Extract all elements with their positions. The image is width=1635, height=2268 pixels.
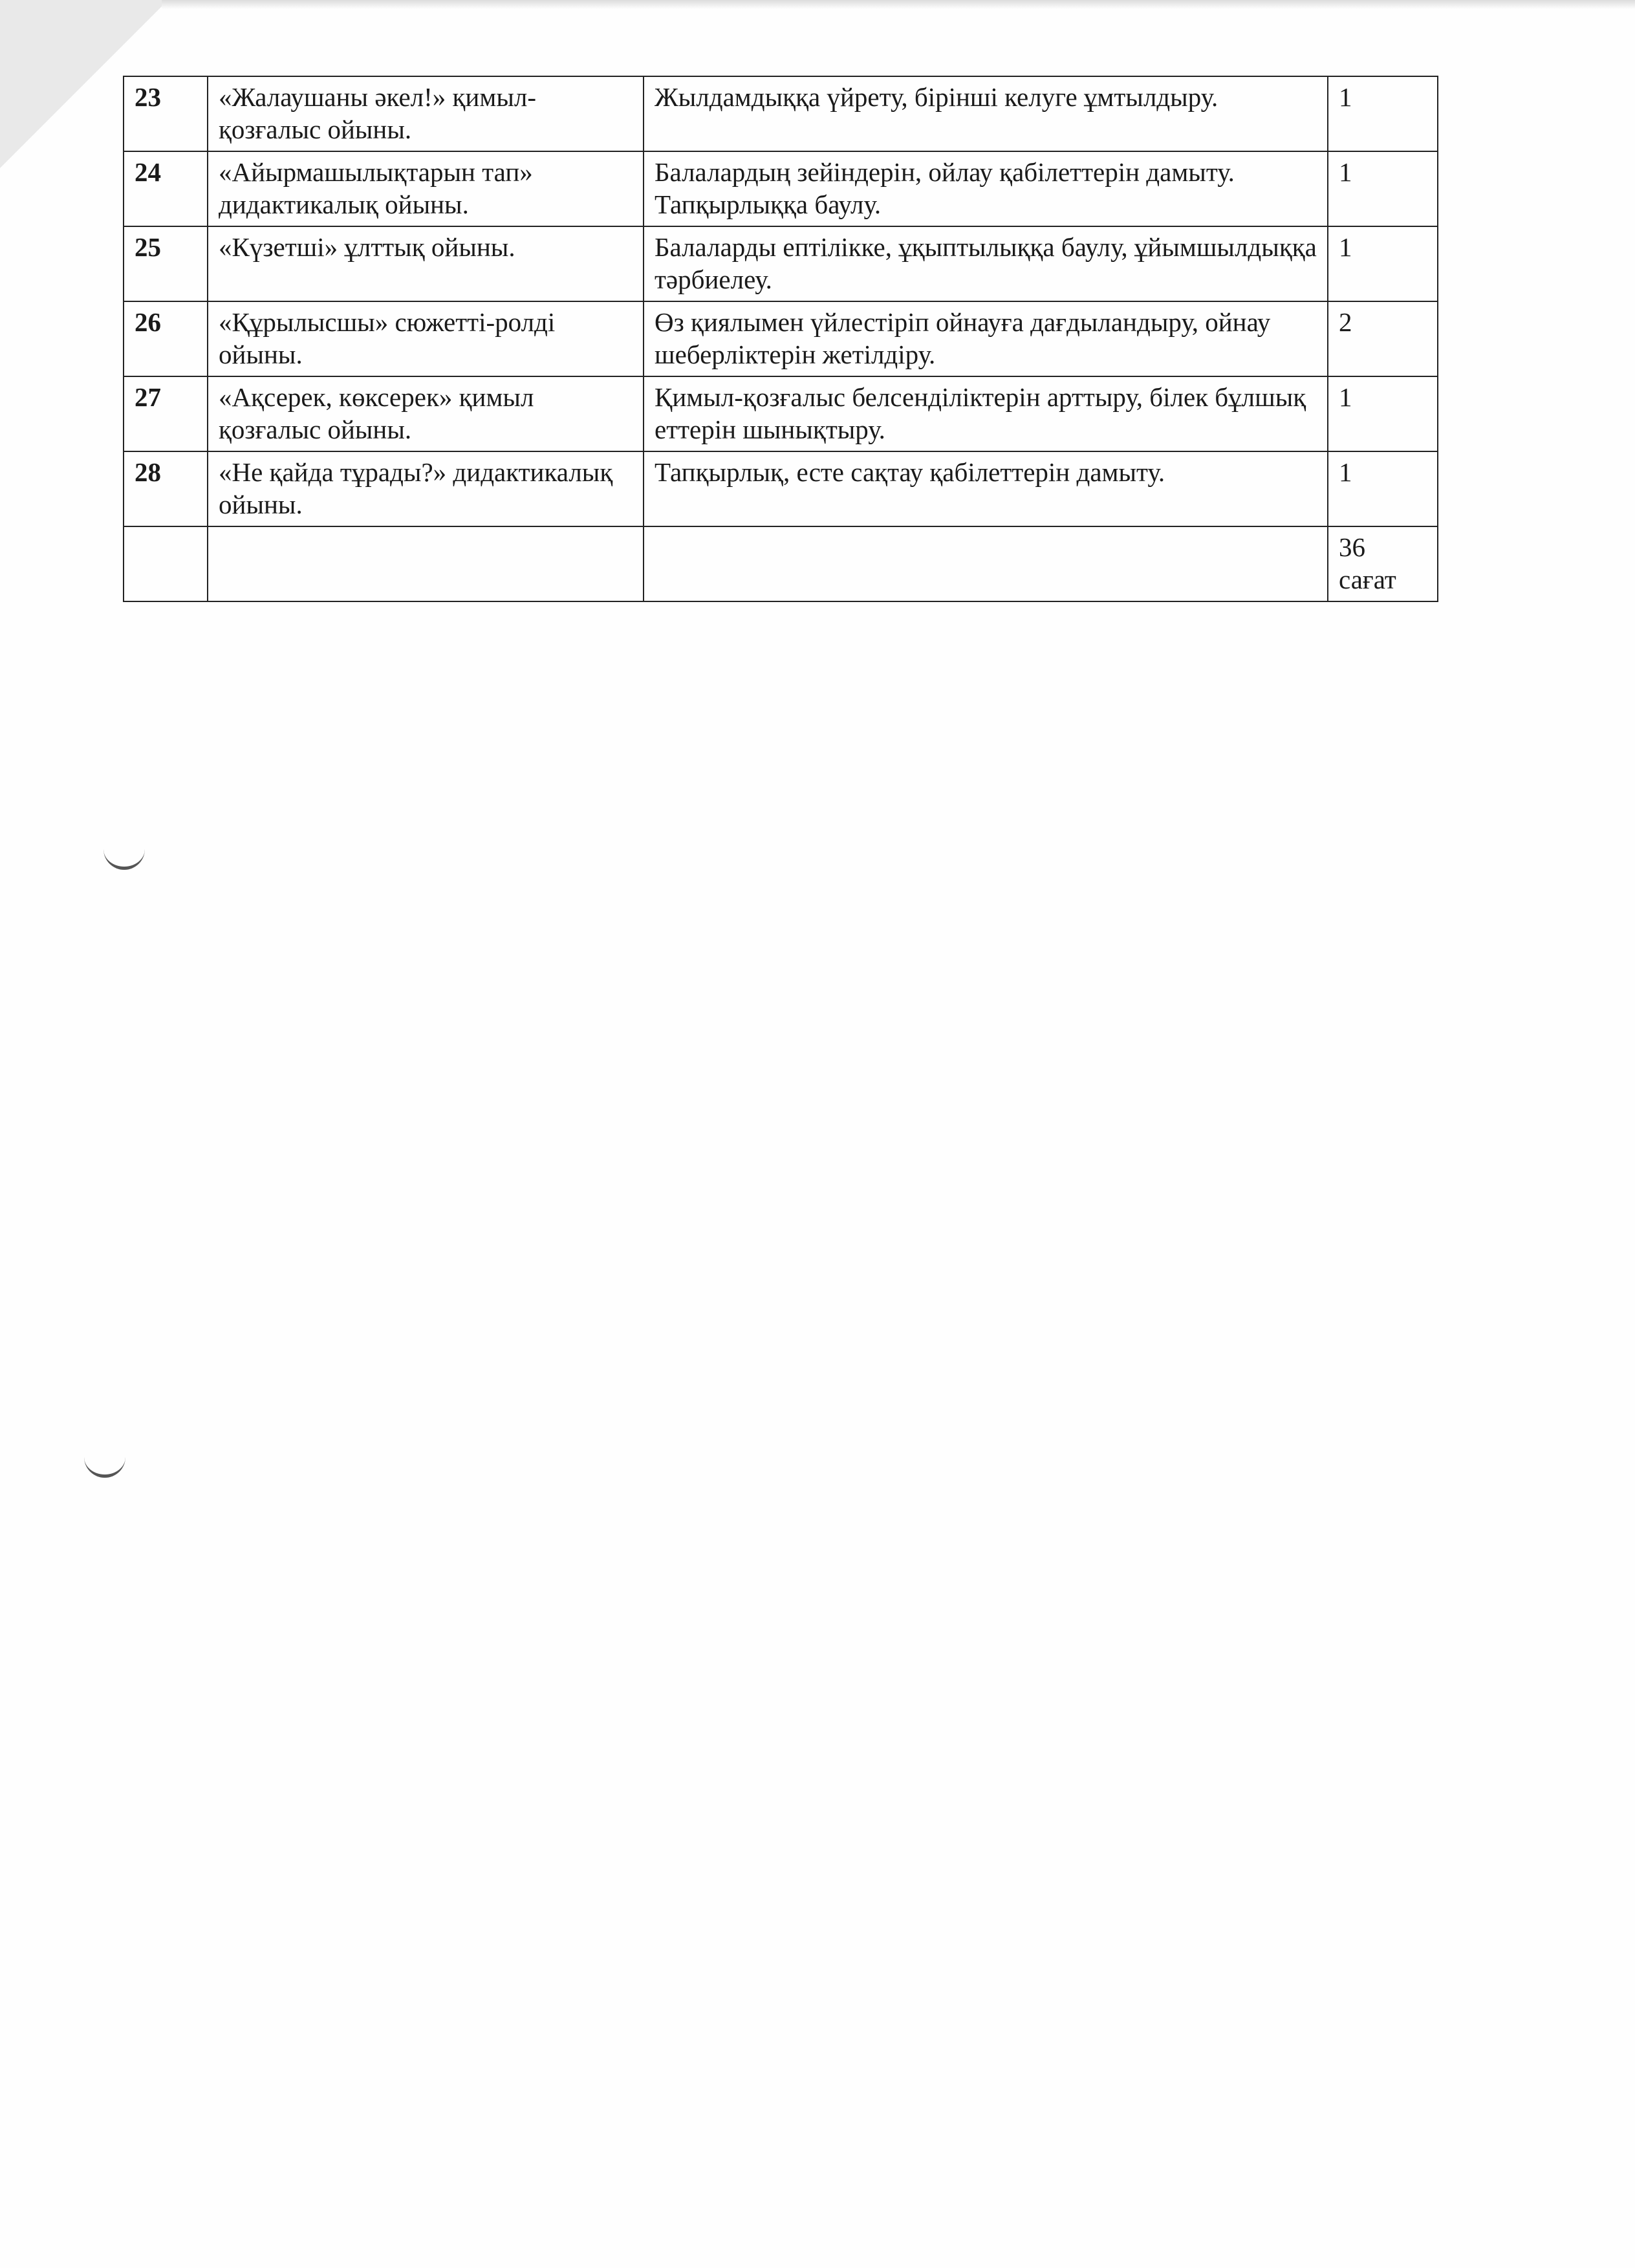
games-plan-table xyxy=(123,76,1438,602)
table-row xyxy=(124,151,1438,226)
game-hours: 1 xyxy=(1328,376,1438,451)
game-goal: Тапқырлық, есте сақтау қабілеттерін дамыту. xyxy=(644,451,1328,526)
game-goal: Қимыл-қозғалыс белсенділіктерін арттыру, білек бұлшық еттерін шынықтыру. xyxy=(644,376,1328,451)
game-hours: 1 xyxy=(1328,226,1438,301)
table-row xyxy=(124,301,1438,376)
table-row xyxy=(124,76,1438,151)
row-number: 27 xyxy=(124,376,208,451)
game-hours: 2 xyxy=(1328,301,1438,376)
game-hours: 1 xyxy=(1328,151,1438,226)
game-name: «Ақсерек, көксерек» қимыл қозғалыс ойыны. xyxy=(208,376,644,451)
total-hours: 36 сағат xyxy=(1328,526,1438,601)
row-number: 23 xyxy=(124,76,208,151)
game-goal: Өз қиялымен үйлестіріп ойнауға дағдыландыру, ойнау шеберліктерін жетілдіру. xyxy=(644,301,1328,376)
game-name: «Жалаушаны әкел!» қимыл-қозғалыс ойыны. xyxy=(208,76,644,151)
game-name: «Айырмашылықтарын тап» дидактикалық ойыны. xyxy=(208,151,644,226)
game-goal: Жылдамдыққа үйрету, бірінші келуге ұмтылдыру. xyxy=(644,76,1328,151)
game-goal: Балаларды ептілікке, ұқыптылыққа баулу, ұйымшылдыққа тәрбиелеу. xyxy=(644,226,1328,301)
table-row xyxy=(124,226,1438,301)
game-goal: Балалардың зейіндерін, ойлау қабілеттерін дамыту. Тапқырлыққа баулу. xyxy=(644,151,1328,226)
table-row xyxy=(124,376,1438,451)
game-name: «Күзетші» ұлттық ойыны. xyxy=(208,226,644,301)
table-row xyxy=(124,451,1438,526)
row-number: 25 xyxy=(124,226,208,301)
row-number: 26 xyxy=(124,301,208,376)
total-number-cell xyxy=(124,526,208,601)
page-top-edge xyxy=(162,0,1635,9)
punch-hole-icon xyxy=(103,841,145,870)
punch-hole-icon xyxy=(84,1449,125,1478)
total-goal-cell xyxy=(644,526,1328,601)
game-hours: 1 xyxy=(1328,76,1438,151)
row-number: 28 xyxy=(124,451,208,526)
total-name-cell xyxy=(208,526,644,601)
game-name: «Құрылысшы» сюжетті-ролді ойыны. xyxy=(208,301,644,376)
table-total-row xyxy=(124,526,1438,601)
row-number: 24 xyxy=(124,151,208,226)
game-name: «Не қайда тұрады?» дидактикалық ойыны. xyxy=(208,451,644,526)
game-hours: 1 xyxy=(1328,451,1438,526)
